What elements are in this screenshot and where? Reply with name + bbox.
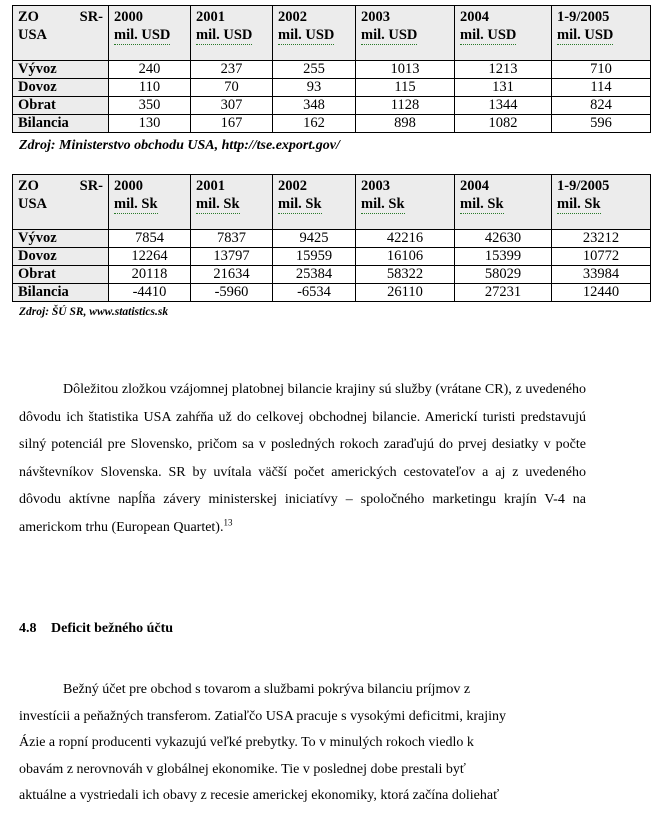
table-cell: 824 [552, 97, 651, 115]
table-source-usd: Zdroj: Ministerstvo obchodu USA, http://tse.export.gov/ [19, 138, 340, 153]
header-cell-year [191, 6, 273, 61]
header-cell-year [455, 6, 552, 61]
table-cell: 20118 [109, 266, 191, 284]
header-unit: mil. Sk [460, 196, 504, 212]
row-label: Dovoz [13, 248, 109, 266]
table-cell: 307 [191, 97, 273, 115]
table-cell: 13797 [191, 248, 273, 266]
header-sr-label: SR- [79, 9, 103, 25]
table-cell: 58029 [455, 266, 552, 284]
table-cell: 131 [455, 79, 552, 97]
row-label: Obrat [13, 97, 109, 115]
table-cell: 7854 [109, 230, 191, 248]
paragraph-line: obavám z nerovnováh v globálnej ekonomike. Tie v poslednej dobe prestali byť [19, 761, 466, 777]
table-cell: 12440 [552, 284, 651, 302]
table-cell: 7837 [191, 230, 273, 248]
table-cell: 114 [552, 79, 651, 97]
header-cell-year [455, 175, 552, 230]
table-cell: 27231 [455, 284, 552, 302]
table-cell: 15399 [455, 248, 552, 266]
table-cell: 10772 [552, 248, 651, 266]
table-row [13, 61, 651, 79]
table-cell: 9425 [273, 230, 356, 248]
paragraph-line: aktuálne a vystriedali ich obavy z recesie americkej ekonomiky, ktorá začína doliehať [19, 788, 500, 803]
table-header-row [13, 6, 651, 61]
table-cell: 710 [552, 61, 651, 79]
table-cell: 21634 [191, 266, 273, 284]
header-year: 2003 [361, 178, 390, 194]
header-sr-label: SR- [79, 178, 103, 194]
table-row [13, 266, 651, 284]
table-cell: 23212 [552, 230, 651, 248]
table-cell: 596 [552, 115, 651, 133]
row-label: Vývoz [13, 61, 109, 79]
trade-table-usd [12, 5, 651, 133]
table-cell: -6534 [273, 284, 356, 302]
table-cell: 1128 [356, 97, 455, 115]
table-cell: 898 [356, 115, 455, 133]
header-year: 2003 [361, 9, 390, 25]
header-cell-year [356, 175, 455, 230]
table-cell: 1344 [455, 97, 552, 115]
table-cell: 42216 [356, 230, 455, 248]
table-cell: 350 [109, 97, 191, 115]
table-row [13, 284, 651, 302]
table-cell: 1082 [455, 115, 552, 133]
table-row [13, 115, 651, 133]
footnote-reference: 13 [223, 516, 233, 527]
header-cell-year [191, 175, 273, 230]
header-cell-year [273, 175, 356, 230]
table-cell: 1013 [356, 61, 455, 79]
header-cell-year [109, 175, 191, 230]
header-cell-year [552, 6, 651, 61]
row-label: Vývoz [13, 230, 109, 248]
table-cell: 16106 [356, 248, 455, 266]
header-year: 2001 [196, 178, 225, 194]
row-label: Bilancia [13, 115, 109, 133]
header-unit: mil. Sk [361, 196, 405, 212]
section-number: 4.8 [19, 621, 37, 636]
header-unit: mil. USD [361, 27, 418, 43]
header-year: 2000 [114, 9, 143, 25]
header-year: 2002 [278, 9, 307, 25]
table-cell: 162 [273, 115, 356, 133]
header-unit: mil. Sk [114, 196, 158, 212]
row-label: Obrat [13, 266, 109, 284]
table-row [13, 79, 651, 97]
header-year: 2004 [460, 9, 489, 25]
row-label: Bilancia [13, 284, 109, 302]
header-unit: mil. USD [114, 27, 171, 43]
table-header-row [13, 175, 651, 230]
table-cell: 348 [273, 97, 356, 115]
header-cell-year [356, 6, 455, 61]
table-cell: -4410 [109, 284, 191, 302]
table-row [13, 248, 651, 266]
header-unit: mil. USD [196, 27, 253, 43]
header-zo-label: ZO [18, 178, 39, 194]
table-cell: -5960 [191, 284, 273, 302]
header-zo-label: ZO [18, 9, 39, 25]
header-year: 2001 [196, 9, 225, 25]
header-unit: mil. USD [278, 27, 335, 43]
paragraph-line: Ázie a ropní producenti vykazujú veľké prebytky. To v minulých rokoch viedlo k [19, 735, 474, 750]
table-cell: 255 [273, 61, 356, 79]
header-unit: mil. Sk [557, 196, 601, 212]
paragraph-text: Dôležitou zložkou vzájomnej platobnej bilancie krajiny sú služby (vrátane CR), z uvedeného dôvodu ich štatistika USA zahŕňa už do celkovej obchodnej bilancie. Americkí turisti predstavujú silný potenciál pre Slovensko, pričom sa v posledných rokoch zaraďujú do prvej desiatky v počte návštevníkov Slovenska. SR by uvítala väčší počet amerických cestovateľov a aj z uvedeného dôvodu aktívne napĺňa závery ministerskej iniciatívy – spoločného marketingu krajín V-4 na americkom trhu (European Quartet). [19, 382, 586, 535]
table-cell: 237 [191, 61, 273, 79]
header-unit: mil. USD [460, 27, 517, 43]
header-cell-year [552, 175, 651, 230]
section-heading [19, 621, 173, 637]
header-cell-year [273, 6, 356, 61]
header-cell-zo [13, 175, 109, 230]
table-row [13, 97, 651, 115]
header-unit: mil. Sk [278, 196, 322, 212]
trade-table-sk [12, 174, 651, 302]
section-title: Deficit bežného účtu [51, 621, 174, 636]
table-cell: 167 [191, 115, 273, 133]
table-cell: 1213 [455, 61, 552, 79]
table-cell: 110 [109, 79, 191, 97]
table-cell: 240 [109, 61, 191, 79]
header-year: 1-9/2005 [557, 178, 610, 194]
table-cell: 25384 [273, 266, 356, 284]
table-cell: 115 [356, 79, 455, 97]
body-paragraph-current-account [19, 677, 579, 810]
table-cell: 42630 [455, 230, 552, 248]
table-cell: 15959 [273, 248, 356, 266]
header-cell-year [109, 6, 191, 61]
header-year: 1-9/2005 [557, 9, 610, 25]
paragraph-line: investícii a peňažných transferom. Zatiaľčo USA pracuje s vysokými deficitmi, krajiny [19, 708, 506, 724]
header-unit: mil. USD [557, 27, 614, 43]
header-unit: mil. Sk [196, 196, 240, 212]
header-cell-zo [13, 6, 109, 61]
header-year: 2002 [278, 178, 307, 194]
table-cell: 130 [109, 115, 191, 133]
table-cell: 12264 [109, 248, 191, 266]
paragraph-line [19, 677, 579, 704]
body-paragraph-services [19, 376, 586, 541]
header-year: 2000 [114, 178, 143, 194]
table-cell: 26110 [356, 284, 455, 302]
table-cell: 70 [191, 79, 273, 97]
table-cell: 58322 [356, 266, 455, 284]
table-cell: 33984 [552, 266, 651, 284]
table-cell: 93 [273, 79, 356, 97]
header-usa-label: USA [18, 27, 48, 43]
table-row [13, 230, 651, 248]
header-year: 2004 [460, 178, 489, 194]
header-usa-label: USA [18, 196, 48, 212]
table-source-sk: Zdroj: ŠÚ SR, www.statistics.sk [19, 306, 169, 318]
line-text: Bežný účet pre obchod s tovarom a službami pokrýva bilanciu príjmov z [63, 682, 471, 697]
row-label: Dovoz [13, 79, 109, 97]
